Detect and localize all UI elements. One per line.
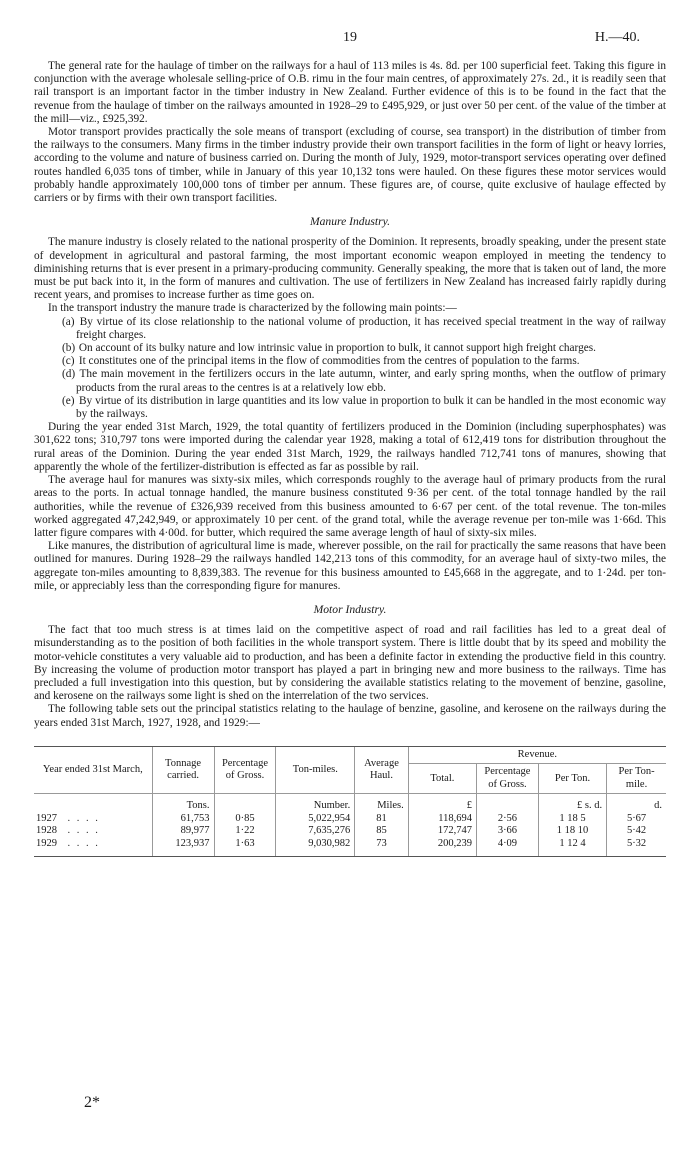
cell-per-ton-mile: 5·32 — [607, 838, 666, 857]
page-body — [34, 60, 666, 857]
list-item — [34, 342, 666, 355]
cell-tonnage: 61,753 — [152, 813, 214, 826]
cell-per-ton: 1 18 10 — [538, 825, 606, 838]
cell-revenue-total: 172,747 — [408, 825, 476, 838]
paragraph-manure-points-intro: In the transport industry the manure trade is characterized by the following main points:— — [48, 302, 457, 315]
column-header-average-haul: Average Haul. — [355, 746, 409, 794]
list-item-text: By virtue of its close relationship to the national volume of production, it has received special treatment in the way of railway freight charges. — [76, 315, 667, 341]
unit-label: £ — [408, 794, 476, 813]
cell-average-haul: 73 — [355, 838, 409, 857]
cell-per-ton: 1 12 4 — [538, 838, 606, 857]
paragraph-motor-intro: The fact that too much stress is at times laid on the competitive aspect of road and rail facilities has led to a great deal of misunderstanding as to the position of both facilities in the whole transport system. There is little doubt that by its speed and mobility the motor-vehicle constitutes a very valuable aid to production, and has been a definite factor in extending the productive field in this country. By increasing the volume of production motor transport has played a part in bringing new and more business to the railways. Time has precluded a full investigation into this question, but by considering the available statistics relating to the movement of benzine, gasoline, and kerosene on the railways some light is shed on the interrelation of the two services. — [34, 624, 666, 703]
column-header-per-ton-mile: Per Ton-mile. — [607, 764, 666, 794]
cell-revenue-total: 118,694 — [408, 813, 476, 826]
cell-per-ton-mile: 5·42 — [607, 825, 666, 838]
table-row — [34, 838, 666, 857]
cell-average-haul: 81 — [355, 813, 409, 826]
section-heading-motor: Motor Industry. — [313, 602, 387, 616]
column-header-revenue-total: Total. — [408, 764, 476, 794]
column-header-revenue-percentage: Percentage of Gross. — [476, 764, 538, 794]
unit-label: Miles. — [355, 794, 409, 813]
leader-dots: . . . . — [67, 837, 100, 849]
table-units-row — [34, 794, 666, 813]
list-marker: (c) — [62, 355, 75, 368]
list-marker: (d) — [62, 368, 76, 381]
paragraph-fertilizer-quantity: During the year ended 31st March, 1929, the total quantity of fertilizers produced in the Dominion (including superphosphates) was 301,622 tons; 310,797 tons were imported during the calendar year 1928, making a total of 612,419 tons for distribution throughout the rural areas of the Dominion. During the year ended 31st March, 1929, the railways handled 712,741 tons of manures, showing that apparently the whole of the fertilizer-distribution is effected as far as possible by rail. — [34, 421, 666, 473]
leader-dots: . . . . — [67, 812, 100, 824]
document-reference: H.—40. — [594, 30, 640, 45]
list-item — [34, 316, 666, 342]
cell-revenue-percentage: 4·09 — [476, 838, 538, 857]
table-row — [34, 813, 666, 826]
paragraph-agricultural-lime: Like manures, the distribution of agricultural lime is made, wherever possible, on the rail for practically the same reasons that have been outlined for manures. During 1928–29 the railways handled 142,213 tons of this commodity, for an average haul of sixty-two miles, the aggregate ton-miles amounting to 8,839,383. The revenue for this business amounted to £45,668 in the aggregate, and to 1·24d. per ton-mile, or appreciably less than the corresponding figure for manures. — [34, 540, 666, 592]
section-heading-manure: Manure Industry. — [309, 215, 391, 229]
list-marker: (b) — [62, 342, 76, 355]
cell-tonnage: 89,977 — [152, 825, 214, 838]
cell-percentage: 0·85 — [214, 813, 276, 826]
unit-label: £ s. d. — [538, 794, 606, 813]
row-year: 1929 — [36, 837, 57, 849]
row-year: 1928 — [36, 825, 57, 837]
column-header-per-ton: Per Ton. — [538, 764, 606, 794]
list-item-text: By virtue of its distribution in large quantities and its low value in proportion to bulk it can be handled in the most economic way by the railways. — [76, 394, 666, 421]
paragraph-timber-rate: The general rate for the haulage of timber on the railways for a haul of 113 miles is 4s. 8d. per 100 superficial feet. Taking this figure in conjunction with the average wholesale selling-price of O.B. rimu in the four main centres, of approximately 27s. 2d., it is readily seen that rail transport is an important factor in the timber industry in New Zealand. Further evidence of this is to be found in the fact that the revenue from the haulage of timber on the railways amounted in 1928–29 to £495,929, or just over 50 per cent. of the value of the timber at the mill—viz., £925,392. — [34, 60, 666, 125]
unit-label: Number. — [276, 794, 355, 813]
cell-revenue-percentage: 2·56 — [476, 813, 538, 826]
cell-ton-miles: 7,635,276 — [276, 825, 355, 838]
paragraph-manure-haul: The average haul for manures was sixty-six miles, which corresponds roughly to the average haul of primary products from the rural areas to the ports. In actual tonnage handled, the manure business constituted 9·36 per cent. of the total tonnage handled by the rail authorities, while the revenue of £326,939 received from this business amounted to 6·67 per cent. of the total revenue. The ton-miles worked aggregated 47,242,949, or approximately 10 per cent. of the grand total, while the average revenue per ton-mile was 1·66d. This latter figure compares with 4·00d. for butter, which required the same average length of haul of sixty-six miles. — [34, 474, 666, 539]
cell-tonnage: 123,937 — [152, 838, 214, 857]
list-marker: (a) — [62, 315, 75, 328]
table-row — [34, 825, 666, 838]
list-item-text: It constitutes one of the principal items in the flow of commodities from the centres of population to the farms. — [78, 355, 580, 368]
cell-per-ton: 1 18 5 — [538, 813, 606, 826]
manure-points-list — [34, 316, 666, 422]
cell-revenue-percentage: 3·66 — [476, 825, 538, 838]
cell-percentage: 1·63 — [214, 838, 276, 857]
unit-label: d. — [607, 794, 666, 813]
paragraph-motor-table-intro: The following table sets out the principal statistics relating to the haulage of benzine, gasoline, and kerosene on the railways during the years ended 31st March, 1927, 1928, and 1929:— — [34, 703, 666, 729]
column-header-percentage: Percentage of Gross. — [214, 746, 276, 794]
paragraph-timber-motor: Motor transport provides practically the sole means of transport (excluding of course, sea transport) in the distribution of timber from the railways to the consumers. Many firms in the timber industry provide their own transport facilities in the form of light or heavy lorries, according to the volume and nature of business carried on. During the month of July, 1929, motor-transport services operating over defined routes handled 6,035 tons of timber, while in January of this year 10,132 tons were hauled. On these figures these motor services would probably handle approximately 100,000 tons of timber per annum. These figures are, of course, quite exclusive of haulage effected by carriers or by firms with their own transport facilities. — [34, 126, 666, 205]
fuel-haulage-table — [34, 746, 666, 858]
leader-dots: . . . . — [67, 825, 100, 837]
cell-revenue-total: 200,239 — [408, 838, 476, 857]
column-header-tonnage: Tonnage carried. — [152, 746, 214, 794]
list-marker: (e) — [62, 394, 75, 407]
column-header-ton-miles: Ton-miles. — [276, 746, 355, 794]
list-item — [34, 395, 666, 421]
unit-label: Tons. — [152, 794, 214, 813]
list-item — [34, 368, 666, 394]
paragraph-manure-intro: The manure industry is closely related to the national prosperity of the Dominion. It represents, broadly speaking, under the present state of development in agricultural and pastoral farming, the most important economic weapon employed in meeting the tendency to diminishing returns that is ever present in a primary-producing community. Generally speaking, the more that is taken out of land, the more must be put back into it, in the form of manures and cultivation. The use of fertilizers in New Zealand has increased fairly rapidly during recent years, and promises to increase further as time goes on. — [34, 236, 666, 302]
list-item — [34, 355, 666, 368]
cell-ton-miles: 9,030,982 — [276, 838, 355, 857]
cell-percentage: 1·22 — [214, 825, 276, 838]
row-year: 1927 — [36, 812, 57, 824]
cell-average-haul: 85 — [355, 825, 409, 838]
page-number: 19 — [343, 30, 357, 45]
cell-ton-miles: 5,022,954 — [276, 813, 355, 826]
column-header-year: Year ended 31st March, — [34, 746, 152, 794]
signature-mark: 2* — [84, 1094, 100, 1111]
cell-per-ton-mile: 5·67 — [607, 813, 666, 826]
list-item-text: The main movement in the fertilizers occurs in the late autumn, winter, and early spring months, when the outflow of primary products from the rural areas to the centres is at a relatively low ebb. — [76, 368, 666, 394]
column-header-revenue: Revenue. — [408, 746, 666, 764]
list-item-text: On account of its bulky nature and low intrinsic value in proportion to bulk, it cannot support high freight charges. — [78, 342, 596, 355]
